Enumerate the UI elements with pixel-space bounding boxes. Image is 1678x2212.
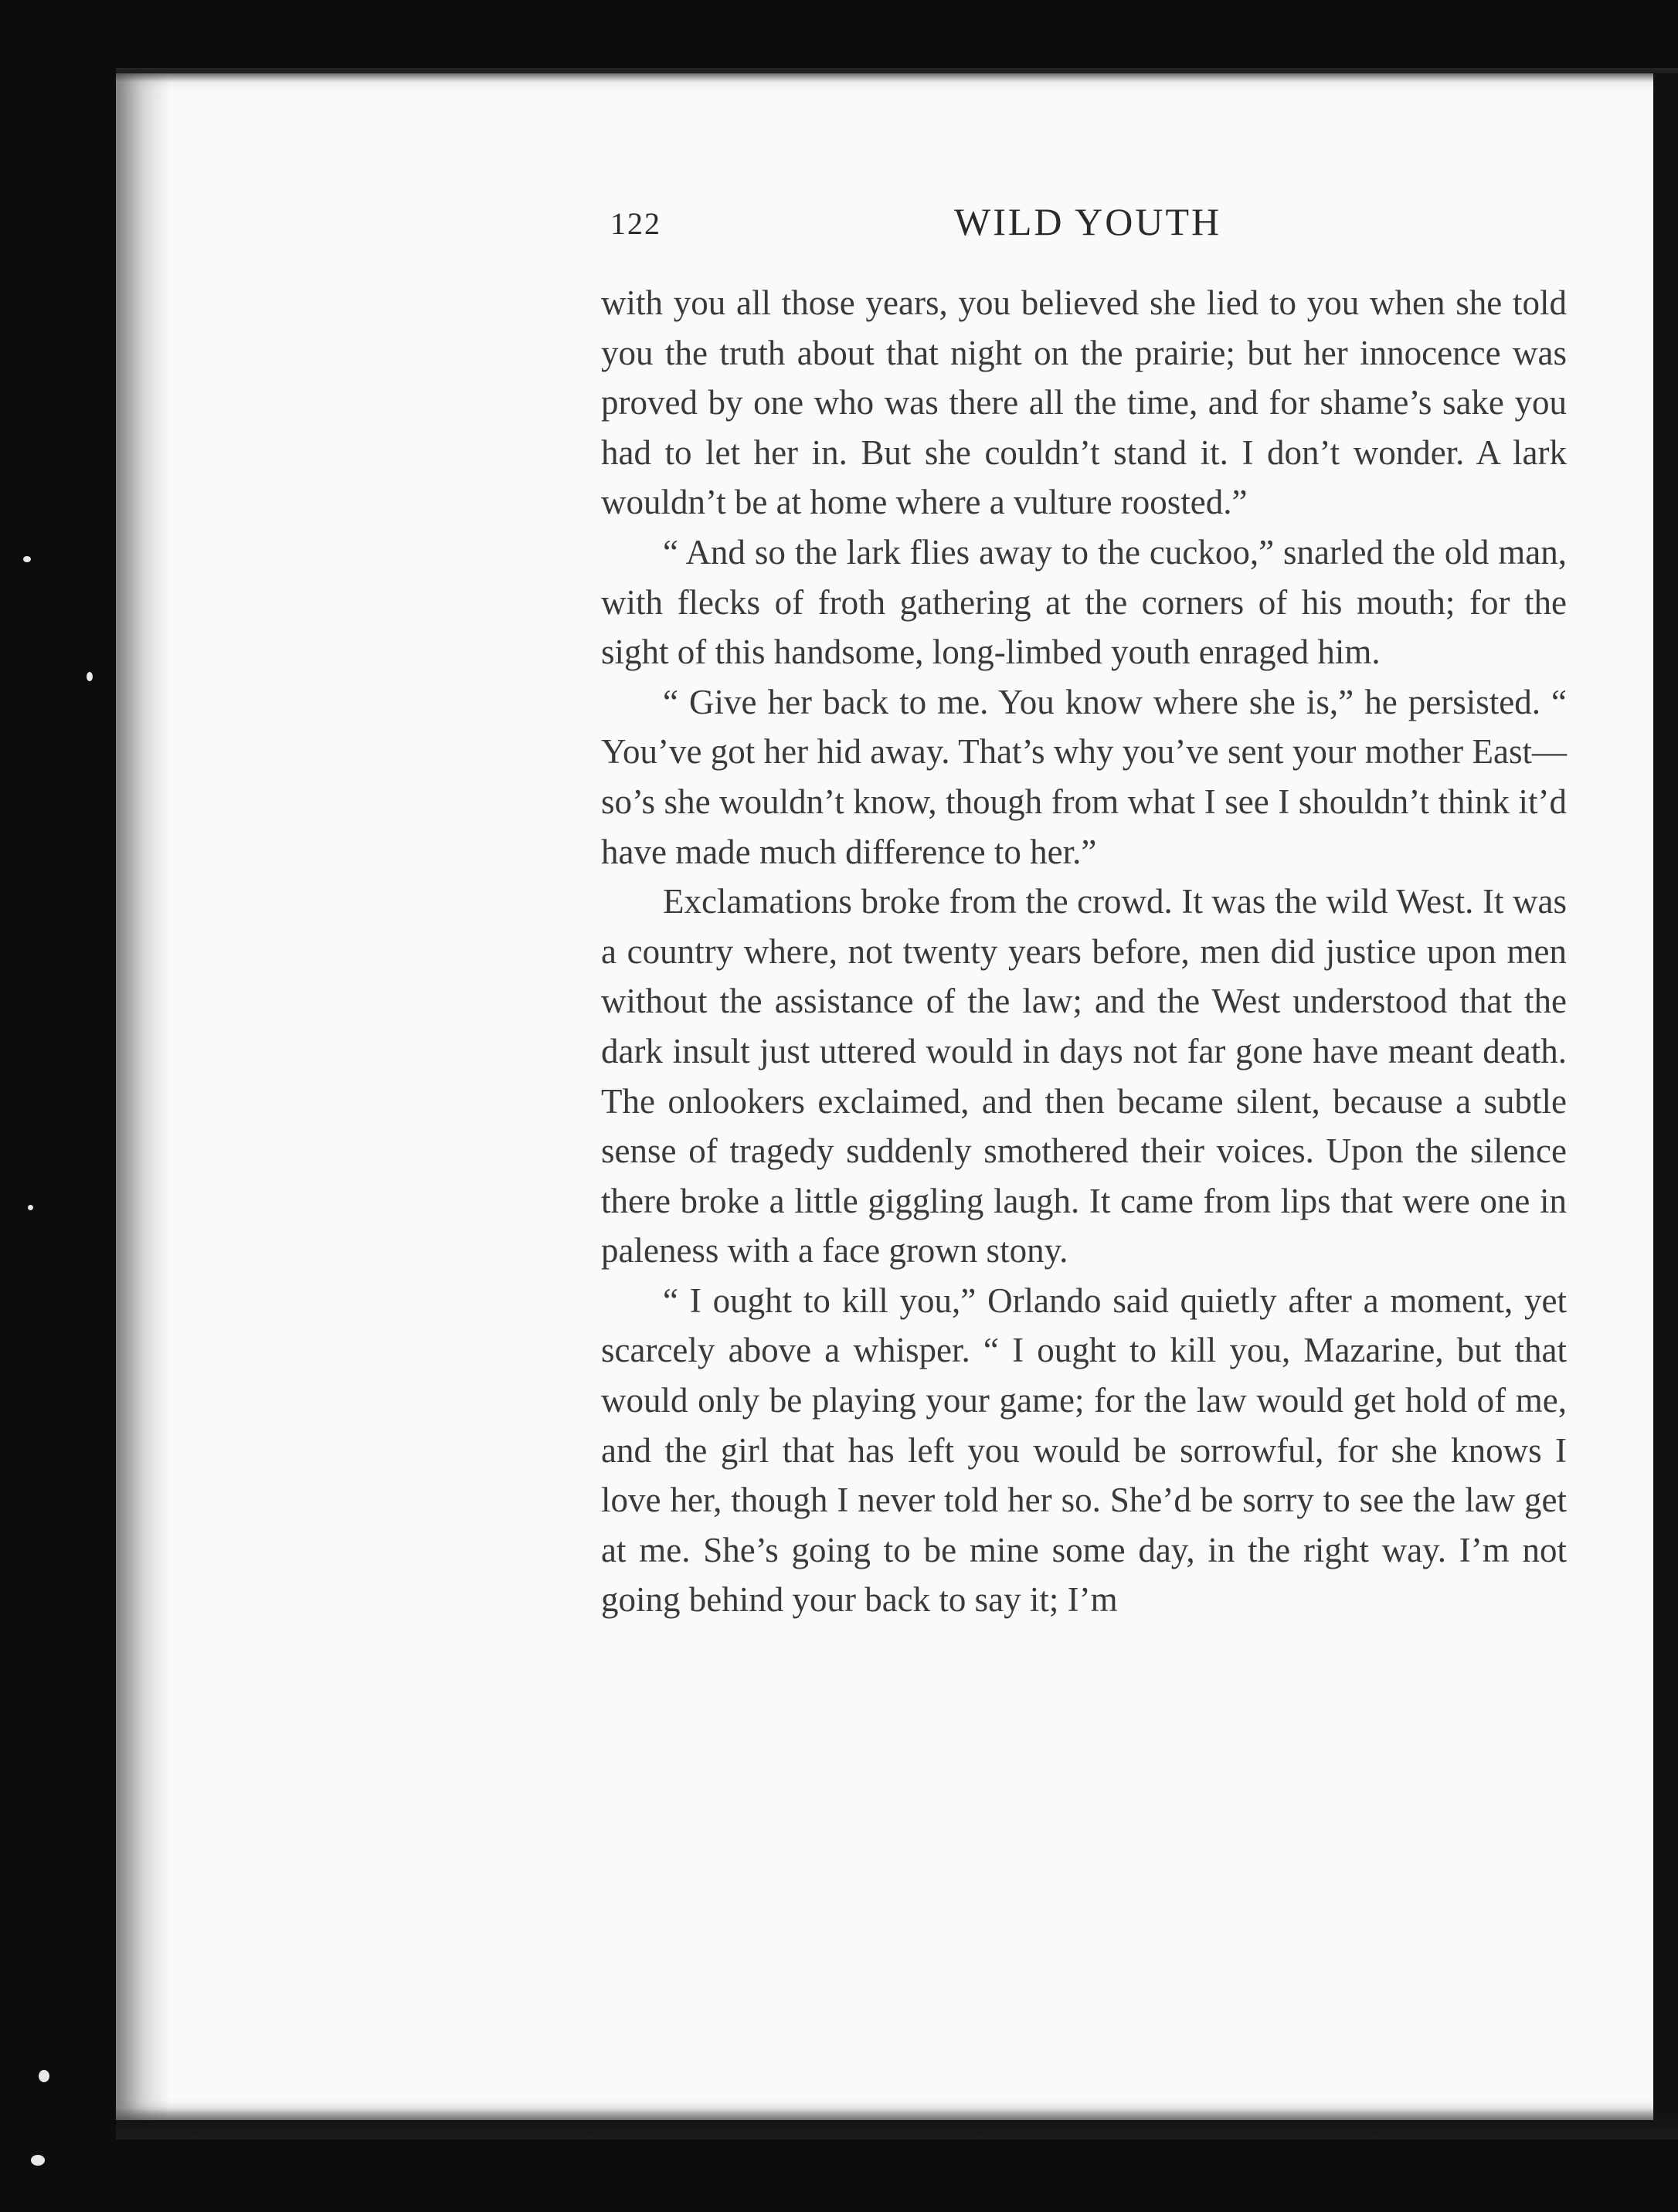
page-number: 122 bbox=[610, 206, 661, 241]
scan-speck bbox=[23, 556, 31, 562]
gutter-shadow bbox=[116, 73, 170, 2120]
body-text bbox=[601, 278, 1567, 1625]
scan-speck bbox=[28, 1205, 33, 1210]
paragraph: “ I ought to kill you,” Orlando said quietly after a moment, yet scarcely above a whisper. “ I ought to kill you, Mazarine, but that would only be playing your game; for the law would get hold of me, and the girl that has left you would be sorrowful, for she knows I love her, though I never told her so. She’d be sorry to see the law get at me. She’s going to be mine some day, in the right way. I’m not going behind your back to say it; I’m bbox=[601, 1281, 1567, 1620]
scan-speck bbox=[87, 672, 93, 681]
page-bottom-edge bbox=[116, 2109, 1678, 2139]
page-right-edge bbox=[1653, 73, 1678, 2120]
paragraph: Exclamations broke from the crowd. It was the wild West. It was a country where, not twenty years before, men did justice upon men without the assistance of the law; and the West understood that the dark insult just uttered would in days not far gone have meant death. The onlookers exclaimed, and then became silent, because a subtle sense of tragedy suddenly smothered their voices. Upon the silence there broke a little giggling laugh. It came from lips that were one in paleness with a face grown stony. bbox=[601, 882, 1567, 1271]
scan-speck bbox=[39, 2070, 49, 2082]
paragraph: “ Give her back to me. You know where she is,” he persisted. “ You’ve got her hid away. That’s why you’ve sent your mother East—so’s she wouldn’t know, though from what I see I shouldn’t think it’d have made much difference to her.” bbox=[601, 682, 1567, 871]
paragraph-continued: with you all those years, you believed she lied to you when she told you the truth about that night on the prairie; but her innocence was proved by one who was there all the time, and for shame’s sake you had to let her in. But she couldn’t stand it. I don’t wonder. A lark wouldn’t be at home where a vulture roosted.” bbox=[601, 283, 1567, 522]
page-top-edge bbox=[116, 68, 1678, 82]
scan-speck bbox=[31, 2155, 45, 2166]
running-head bbox=[610, 199, 1561, 253]
paragraph: “ And so the lark flies away to the cuckoo,” snarled the old man, with flecks of froth gathering at the corners of his mouth; for the sight of this handsome, long-limbed youth enraged him. bbox=[601, 532, 1567, 672]
book-title: WILD YOUTH bbox=[954, 200, 1222, 243]
